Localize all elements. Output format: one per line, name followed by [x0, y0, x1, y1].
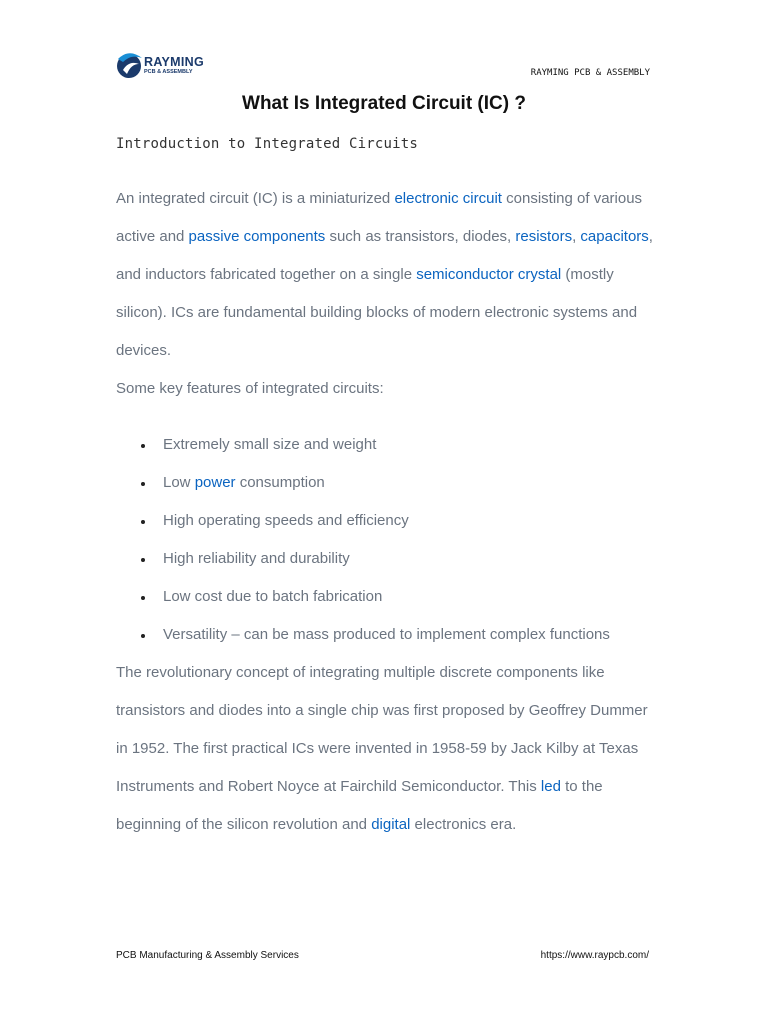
- page-title: What Is Integrated Circuit (IC) ?: [242, 93, 526, 114]
- link-capacitors[interactable]: capacitors: [580, 228, 649, 245]
- text: Extremely small size and weight: [163, 436, 377, 453]
- text: consisting of various active and: [116, 190, 643, 245]
- link-electronic-circuit[interactable]: electronic circuit: [394, 190, 502, 207]
- text: ,: [572, 228, 581, 245]
- text: Low cost due to batch fabrication: [163, 588, 383, 605]
- features-list: [116, 426, 661, 654]
- header-company-name: RAYMING PCB & ASSEMBLY: [530, 68, 650, 78]
- list-item: [116, 616, 661, 654]
- features-intro: Some key features of integrated circuits:: [116, 380, 384, 397]
- logo-name: RAYMING: [144, 55, 204, 69]
- text: Versatility – can be mass produced to implement complex functions: [163, 626, 610, 643]
- history-paragraph: [116, 654, 661, 844]
- list-item: [116, 540, 661, 578]
- list-item: [116, 502, 661, 540]
- text: The revolutionary concept of integrating multiple discrete components like transistors and diodes into a single chip was first proposed by Geoffrey Dummer in 1952. The first practical ICs were invented in 1958-59 by Jack Kilby at Texas Instruments and Robert Noyce at Fairchild Semiconductor. This: [116, 664, 648, 795]
- text: Low: [163, 474, 195, 491]
- intro-paragraph: [116, 180, 661, 370]
- link-resistors[interactable]: resistors: [515, 228, 573, 245]
- list-item: [116, 464, 661, 502]
- link-power[interactable]: power: [194, 474, 236, 491]
- text: consumption: [235, 474, 325, 491]
- section-subtitle: Introduction to Integrated Circuits: [116, 136, 419, 152]
- link-passive-components[interactable]: passive components: [188, 228, 326, 245]
- logo-subtitle: PCB & ASSEMBLY: [144, 69, 193, 75]
- text: (mostly silicon). ICs are fundamental building blocks of modern electronic systems and devices.: [116, 266, 638, 359]
- text: to the beginning of the silicon revolution and: [116, 778, 603, 833]
- link-semiconductor-crystal[interactable]: semiconductor crystal: [416, 266, 562, 283]
- article-body: [116, 180, 661, 844]
- text: High operating speeds and efficiency: [163, 512, 409, 529]
- footer-website-link[interactable]: https://www.raypcb.com/: [540, 950, 649, 961]
- logo-swirl-icon: [115, 50, 143, 80]
- text: such as transistors, diodes,: [325, 228, 516, 245]
- footer-services: PCB Manufacturing & Assembly Services: [116, 950, 299, 961]
- company-logo: [115, 50, 225, 82]
- text: electronics era.: [410, 816, 517, 833]
- text: , and inductors fabricated together on a single: [116, 228, 653, 283]
- list-item: [116, 578, 661, 616]
- link-digital[interactable]: digital: [371, 816, 411, 833]
- link-led[interactable]: led: [540, 778, 561, 795]
- list-item: [116, 426, 661, 464]
- text: An integrated circuit (IC) is a miniaturized: [116, 190, 395, 207]
- text: High reliability and durability: [163, 550, 350, 567]
